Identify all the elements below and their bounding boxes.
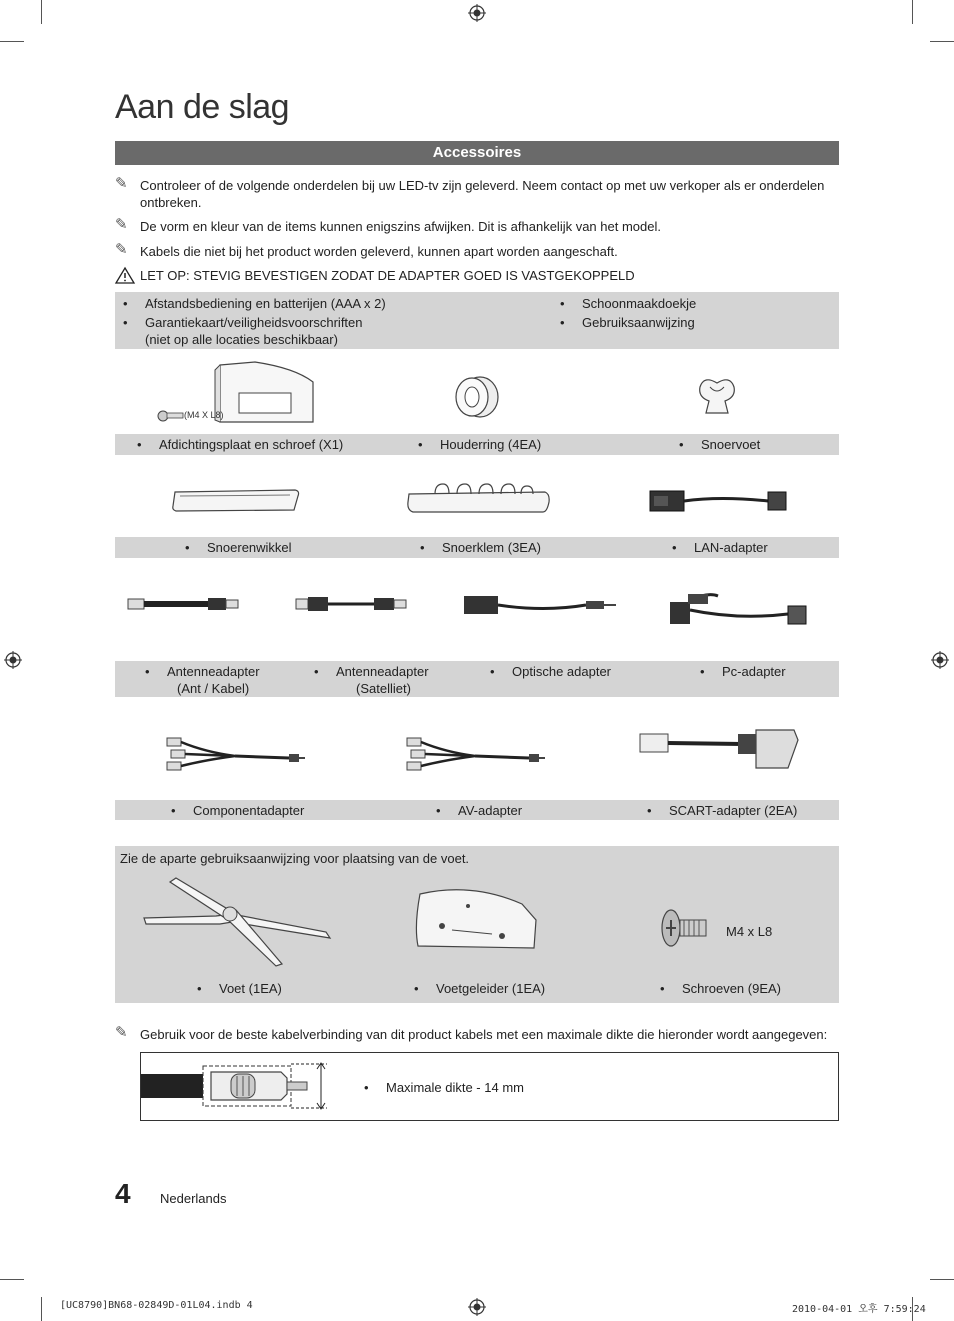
- list-item: • Garantiekaart/veiligheidsvoorschriften: [123, 315, 363, 330]
- crop-mark: [41, 1297, 42, 1321]
- list-item: • Schoonmaakdoekje: [560, 296, 697, 311]
- stand-note: Zie de aparte gebruiksaanwijzing voor plaatsing van de voet.: [120, 851, 470, 866]
- crop-mark: [912, 0, 913, 24]
- crop-mark: [930, 41, 954, 42]
- sealing-plate-illustration: [155, 360, 320, 430]
- screw-illustration: [158, 411, 183, 421]
- cable-clamp-illustration: [405, 480, 551, 518]
- note: ✎ Kabels die niet bij het product worden geleverd, kunnen apart worden aangeschaft.: [115, 241, 618, 259]
- pencil-icon: ✎: [115, 241, 128, 258]
- list-item: • Schroeven (9EA): [660, 981, 781, 996]
- crop-mark: [41, 0, 42, 24]
- list-item-continued: (Ant / Kabel): [177, 681, 250, 696]
- list-item: • Afdichtingsplaat en schroef (X1): [137, 437, 344, 452]
- registration-mark-icon: [468, 4, 486, 22]
- list-item: • LAN-adapter: [672, 540, 768, 555]
- crop-mark: [930, 1279, 954, 1280]
- list-item: • Snoerenwikkel: [185, 540, 292, 555]
- page-title: Aan de slag: [115, 88, 290, 126]
- list-item-continued: (niet op alle locaties beschikbaar): [145, 332, 338, 347]
- warning-triangle-icon: [115, 267, 135, 284]
- stand-illustration: [142, 876, 330, 968]
- pencil-icon: ✎: [115, 216, 128, 233]
- cable-wrap-illustration: [170, 488, 302, 514]
- component-adapter-illustration: [165, 734, 305, 774]
- lan-adapter-illustration: [650, 488, 790, 514]
- page-language: Nederlands: [160, 1191, 227, 1206]
- note: ✎ De vorm en kleur van de items kunnen enigszins afwijken. Dit is afhankelijk van het model.: [115, 216, 661, 234]
- warning-note: LET OP: STEVIG BEVESTIGEN ZODAT DE ADAPTER GOED IS VASTGEKOPPELD: [115, 267, 839, 284]
- list-item: • Gebruiksaanwijzing: [560, 315, 695, 330]
- list-item: • AV-adapter: [436, 803, 523, 818]
- list-item: • Voetgeleider (1EA): [414, 981, 546, 996]
- antenna-adapter-satellite-illustration: [296, 594, 408, 614]
- pc-adapter-illustration: [668, 590, 810, 634]
- print-timestamp: 2010-04-01 오후 7:59:24: [792, 1304, 926, 1315]
- screw-size-label: (M4 X L8): [184, 410, 224, 420]
- cable-foot-illustration: [694, 375, 740, 419]
- optical-adapter-illustration: [464, 594, 618, 616]
- list-item: • Voet (1EA): [197, 981, 282, 996]
- antenna-adapter-cable-illustration: [128, 594, 240, 614]
- cable-note: ✎ Gebruik voor de beste kabelverbinding van dit product kabels met een maximale dikte die hieronder wordt aangegeven:: [115, 1024, 828, 1042]
- list-item: • Snoervoet: [679, 437, 761, 452]
- cable-thickness-illustration: [141, 1058, 341, 1114]
- list-item: • SCART-adapter (2EA): [647, 803, 798, 818]
- screw-spec: M4 x L8: [726, 924, 773, 939]
- list-item: • Afstandsbediening en batterijen (AAA x 2): [123, 296, 386, 311]
- list-item: • Maximale dikte - 14 mm: [364, 1080, 524, 1095]
- registration-mark-icon: [4, 651, 22, 669]
- page-number: 4: [115, 1178, 131, 1209]
- holder-ring-illustration: [452, 375, 500, 419]
- pencil-icon: ✎: [115, 1024, 128, 1041]
- list-item: • Pc-adapter: [700, 664, 786, 679]
- crop-mark: [0, 1279, 24, 1280]
- note: ✎ Controleer of de volgende onderdelen bij uw LED-tv zijn geleverd. Neem contact op met uw verkoper als er onderdelen ontbreken.: [115, 175, 825, 210]
- list-item-continued: (Satelliet): [356, 681, 411, 696]
- stand-guide-illustration: [412, 886, 540, 950]
- list-item: • Antenneadapter: [145, 664, 260, 679]
- pencil-icon: ✎: [115, 175, 128, 192]
- list-item: • Houderring (4EA): [418, 437, 542, 452]
- list-item: • Antenneadapter: [314, 664, 429, 679]
- crop-mark: [0, 41, 24, 42]
- registration-mark-icon: [468, 1298, 486, 1316]
- list-item: • Componentadapter: [171, 803, 305, 818]
- screw-illustration: [660, 908, 710, 948]
- scart-adapter-illustration: [638, 724, 800, 772]
- section-header: Accessoires: [115, 141, 839, 165]
- list-item: • Snoerklem (3EA): [420, 540, 541, 555]
- av-adapter-illustration: [405, 734, 545, 774]
- registration-mark-icon: [931, 651, 949, 669]
- print-file-info: [UC8790]BN68-02849D-01L04.indb 4: [60, 1300, 253, 1311]
- list-item: • Optische adapter: [490, 664, 612, 679]
